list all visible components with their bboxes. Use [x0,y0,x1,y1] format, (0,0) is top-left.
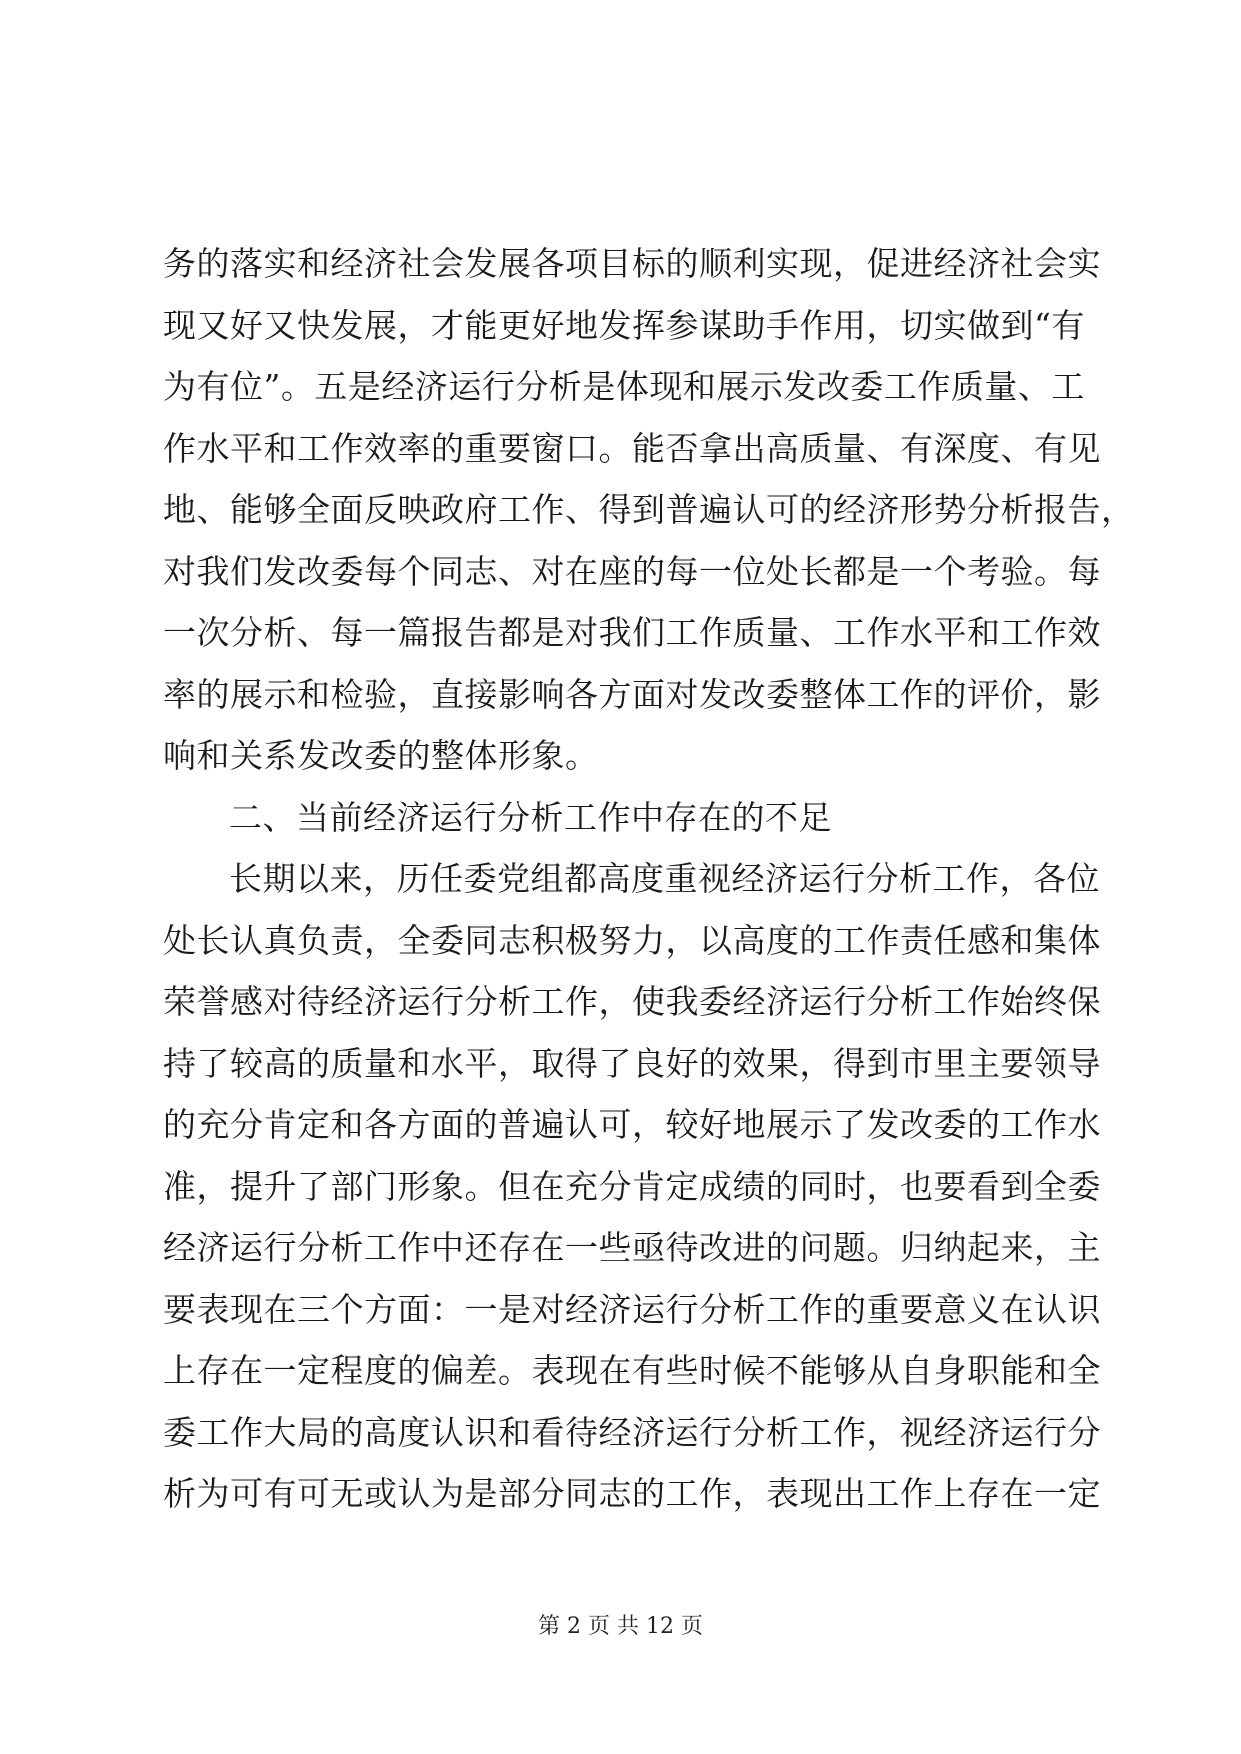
text-line: 对我们发改委每个同志、对在座的每一位处长都是一个考验。每 [163,551,1101,591]
text-line: 率的展示和检验，直接影响各方面对发改委整体工作的评价，影 [163,674,1101,714]
text-line: 响和关系发改委的整体形象。 [163,736,599,775]
text-line: 现又好又快发展，才能更好地发挥参谋助手作用，切实做到“有 [163,305,1085,345]
section-heading: 二、当前经济运行分析工作中存在的不足 [229,797,832,837]
text-line: 处长认真负责，全委同志积极努力，以高度的工作责任感和集体 [163,920,1101,960]
page-number-footer: 第 2 页 共 12 页 [538,1614,703,1639]
body-text [163,233,1135,1525]
text-line: 务的落实和经济社会发展各项目标的顺利实现，促进经济社会实 [163,244,1101,283]
text-line: 委工作大局的高度认识和看待经济运行分析工作，视经济运行分 [163,1412,1101,1452]
text-line: 作水平和工作效率的重要窗口。能否拿出高质量、有深度、有见 [163,428,1101,468]
text-line: 上存在一定程度的偏差。表现在有些时候不能够从自身职能和全 [163,1351,1101,1390]
text-line: 一次分析、每一篇报告都是对我们工作质量、工作水平和工作效 [163,613,1101,652]
text-line: 经济运行分析工作中还存在一些亟待改进的问题。归纳起来，主 [163,1228,1101,1267]
text-line: 要表现在三个方面：一是对经济运行分析工作的重要意义在认识 [163,1289,1101,1329]
text-line: 的充分肯定和各方面的普遍认可，较好地展示了发改委的工作水 [163,1105,1101,1144]
text-line: 为有位”。五是经济运行分析是体现和展示发改委工作质量、工 [163,367,1085,406]
text-line: 荣誉感对待经济运行分析工作，使我委经济运行分析工作始终保 [163,982,1101,1021]
text-line: 准，提升了部门形象。但在充分肯定成绩的同时，也要看到全委 [163,1166,1101,1206]
text-line: 长期以来，历任委党组都高度重视经济运行分析工作，各位 [229,859,1100,898]
text-line: 地、能够全面反映政府工作、得到普遍认可的经济形势分析报告， [163,490,1135,529]
text-line: 析为可有可无或认为是部分同志的工作，表现出工作上存在一定 [163,1474,1101,1513]
text-line: 持了较高的质量和水平，取得了良好的效果，得到市里主要领导 [163,1043,1101,1083]
